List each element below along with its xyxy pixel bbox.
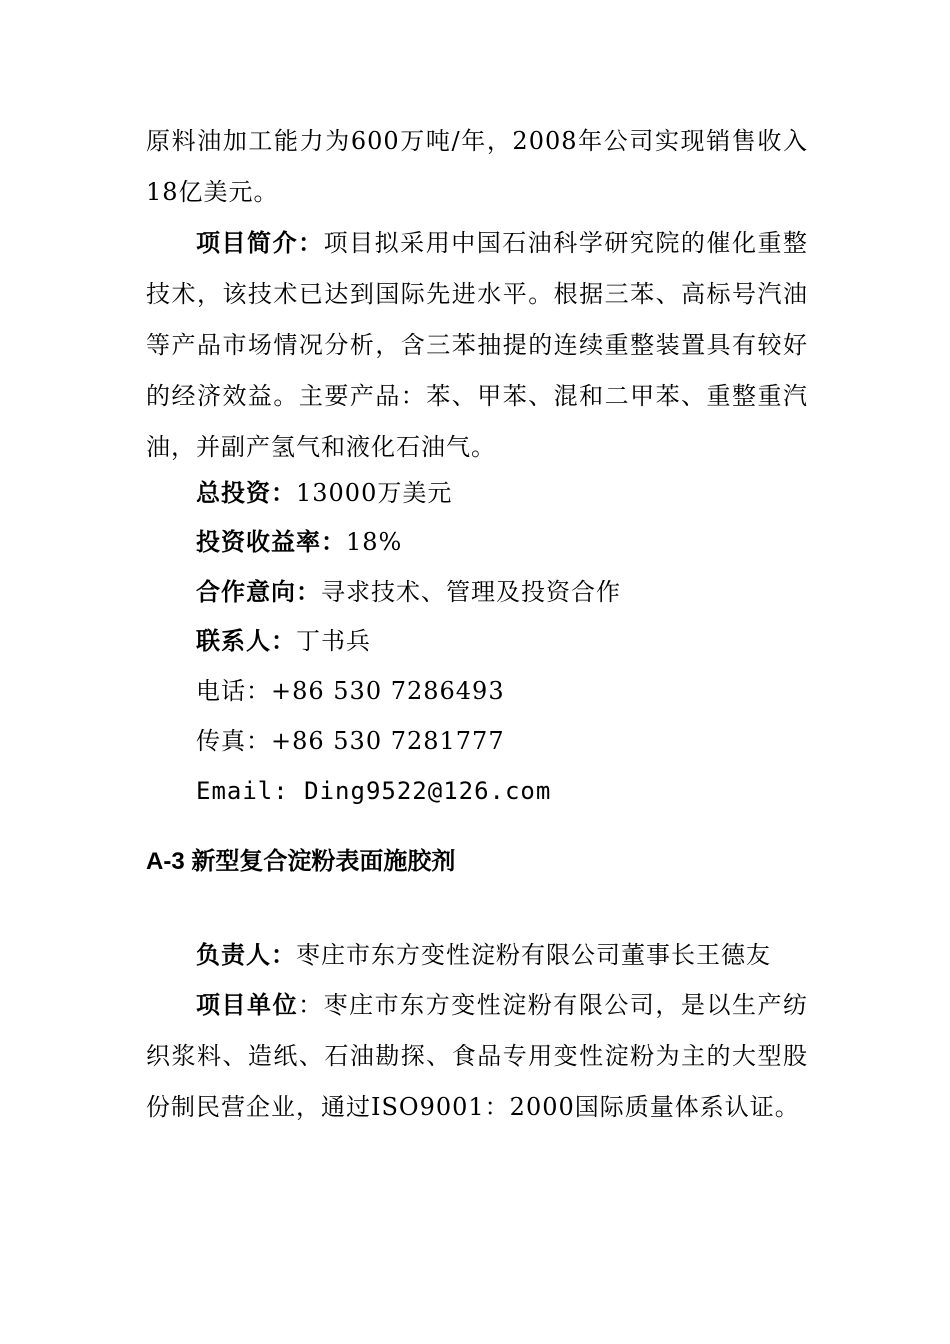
- fax-line: 传真：+86 530 7281777: [196, 727, 505, 755]
- contact-line: [196, 625, 371, 657]
- total-investment-label: 总投资：: [196, 479, 296, 507]
- intro-paragraph: 原料油加工能力为600万吨/年，2008年公司实现销售收入18亿美元。: [146, 127, 808, 206]
- return-rate-value: 18%: [346, 528, 403, 556]
- responsible-value: 枣庄市东方变性淀粉有限公司董事长王德友: [296, 941, 771, 969]
- cooperation-value: 寻求技术、管理及投资合作: [321, 578, 621, 606]
- responsible-label: 负责人：: [196, 941, 296, 969]
- total-investment-value: 13000万美元: [296, 479, 453, 507]
- responsible-line: [196, 939, 771, 971]
- total-investment-line: [196, 477, 452, 509]
- cooperation-label: 合作意向：: [196, 578, 321, 606]
- unit-text: ：枣庄市东方变性淀粉有限公司，是以生产纺织浆料、造纸、石油勘探、食品专用变性淀粉为主的大型股份制民营企业，通过ISO9001：2000国际质量体系认证。: [146, 991, 809, 1121]
- email-line: Email: Ding9522@126.com: [196, 777, 552, 805]
- section-heading: A-3 新型复合淀粉表面施胶剂: [146, 848, 456, 875]
- contact-label: 联系人：: [196, 627, 296, 655]
- return-rate-label: 投资收益率：: [196, 528, 346, 556]
- phone-line: 电话：+86 530 7286493: [196, 677, 505, 705]
- project-intro-text: 项目拟采用中国石油科学研究院的催化重整技术，该技术已达到国际先进水平。根据三苯、高标号汽油等产品市场情况分析，含三苯抽提的连续重整装置具有较好的经济效益。主要产品：苯、甲苯、混和二甲苯、重整重汽油，并副产氢气和液化石油气。: [146, 229, 808, 461]
- project-intro-paragraph: [146, 218, 808, 473]
- cooperation-line: [196, 576, 621, 608]
- contact-value: 丁书兵: [296, 627, 371, 655]
- unit-paragraph: [146, 980, 808, 1133]
- unit-label: 项目单位: [196, 991, 299, 1019]
- project-intro-label: 项目简介：: [196, 229, 324, 257]
- return-rate-line: [196, 526, 402, 558]
